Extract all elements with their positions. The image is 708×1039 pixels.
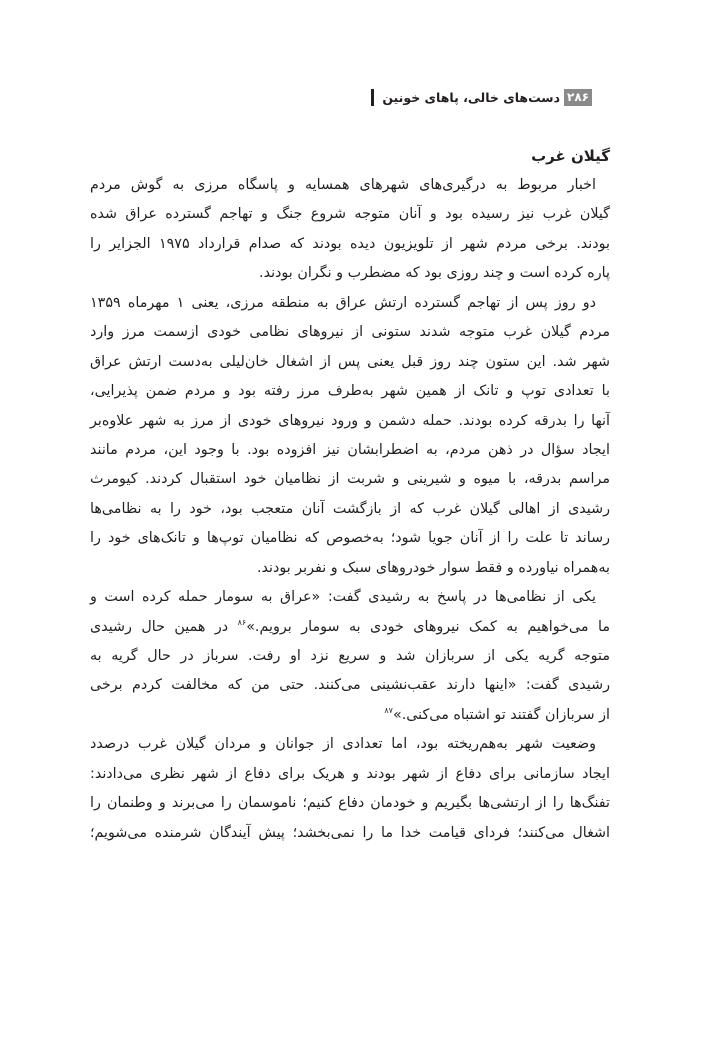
footnote-ref[interactable]: ۸۷ — [384, 706, 393, 716]
header-divider — [371, 89, 374, 106]
body-text — [90, 171, 610, 848]
text-line: گیلان غرب نیز رسیده بود و آنان متوجه شروع جنگ و تهاجم گسترده عراق شده — [90, 206, 610, 223]
text-line: یکی از نظامی‌ها در پاسخ به رشیدی گفت: «عراق به سومار حمله کرده است و — [90, 589, 596, 606]
quote-text: ما می‌خواهیم به کمک نیروهای خودی به سومار برویم.» — [246, 618, 610, 635]
text-line: رشیدی از اهالی گیلان غرب که از بازگشت آنان متعجب بود، خود را به نظامی‌ها — [90, 500, 610, 517]
section-title: گیلان غرب — [531, 147, 610, 165]
footnote-ref[interactable]: ۸۶ — [237, 617, 247, 627]
paragraph — [90, 289, 610, 583]
text-line — [90, 613, 610, 642]
paragraph — [90, 730, 610, 848]
text-line: رساند تا علت را از آنان جویا شود؛ به‌خصوص که نظامیان توپ‌ها و تانک‌های خود را — [90, 530, 610, 547]
paragraph — [90, 171, 610, 289]
text-line: مردم گیلان غرب متوجه شدند ستونی از نیروهای نظامی خودی ازسمت مرز وارد — [90, 324, 610, 341]
paragraph — [90, 583, 610, 730]
running-header — [371, 89, 592, 106]
text-continuation: در همین حال رشیدی — [90, 618, 238, 635]
text-line: شهر شد. این ستون چند روز قبل یعنی پس از اشغال خان‌لیلی به‌دست ارتش عراق — [90, 353, 610, 370]
text-line: بودند. برخی مردم شهر از تلویزیون دیده بودند که صدام قرارداد ۱۹۷۵ الجزایر را — [90, 235, 610, 252]
text-line: پاره کرده است و چند روزی بود که مضطرب و نگران بودند. — [259, 265, 610, 282]
page-number: ۲۸۶ — [564, 89, 592, 106]
text-line: اخبار مربوط به درگیری‌های شهرهای همسایه و پاسگاه مرزی به گوش مردم — [90, 177, 596, 193]
text-line: دو روز پس از تهاجم گسترده ارتش عراق به منطقه مرزی، یعنی ۱ مهرماه ۱۳۵۹ — [90, 294, 596, 311]
text-line: وضعیت شهر به‌هم‌ریخته بود، اما تعدادی از جوانان و مردان گیلان غرب درصدد — [90, 736, 596, 753]
text-line: ایجاد سازمانی برای دفاع از شهر بودند و هریک برای دفاع از شهر نظری می‌دادند: — [90, 765, 610, 782]
text-line — [90, 701, 610, 730]
text-line: متوجه گریه یکی از سربازان شد و سریع نزد او رفت. سرباز در حال گریه به — [90, 648, 610, 664]
text-line: ایجاد سؤال در ذهن مردم، به اضطرابشان نیز افزوده بود. با وجود این، مردم مانند — [90, 441, 610, 458]
text-line: مراسم بدرقه، با میوه و شیرینی و شربت از نظامیان خود استقبال کردند. کیومرث — [90, 471, 610, 488]
text-line: به‌همراه نیاورده و فقط سوار خودروهای سبک و نفربر بودند. — [256, 559, 610, 576]
text-line: رشیدی گفت: «اینها دارند عقب‌نشینی می‌کنند. حتی من که مخالفت کردم برخی — [90, 677, 610, 694]
text-line: تفنگ‌ها را از ارتشی‌ها بگیریم و خودمان دفاع کنیم؛ ناموسمان را می‌برند و وطنمان را — [90, 795, 610, 812]
text-line: با تعدادی توپ و تانک از همین شهر به‌طرف مرز رفته بود و مردم ضمن پذیرایی، — [90, 383, 610, 400]
running-title: دست‌های خالی، پاهای خونین — [382, 90, 561, 105]
text-line: آنها را بدرقه کرده بودند. حمله دشمن و ورود نیروهای خودی از مرز به شهر علاوه‌بر — [90, 412, 610, 429]
quote-text: از سربازان گفتند تو اشتباه می‌کنی.» — [392, 706, 610, 723]
text-line: اشغال می‌کنند؛ فردای قیامت خدا ما را نمی‌بخشد؛ پیش آیندگان شرمنده می‌شویم؛ — [90, 824, 610, 841]
